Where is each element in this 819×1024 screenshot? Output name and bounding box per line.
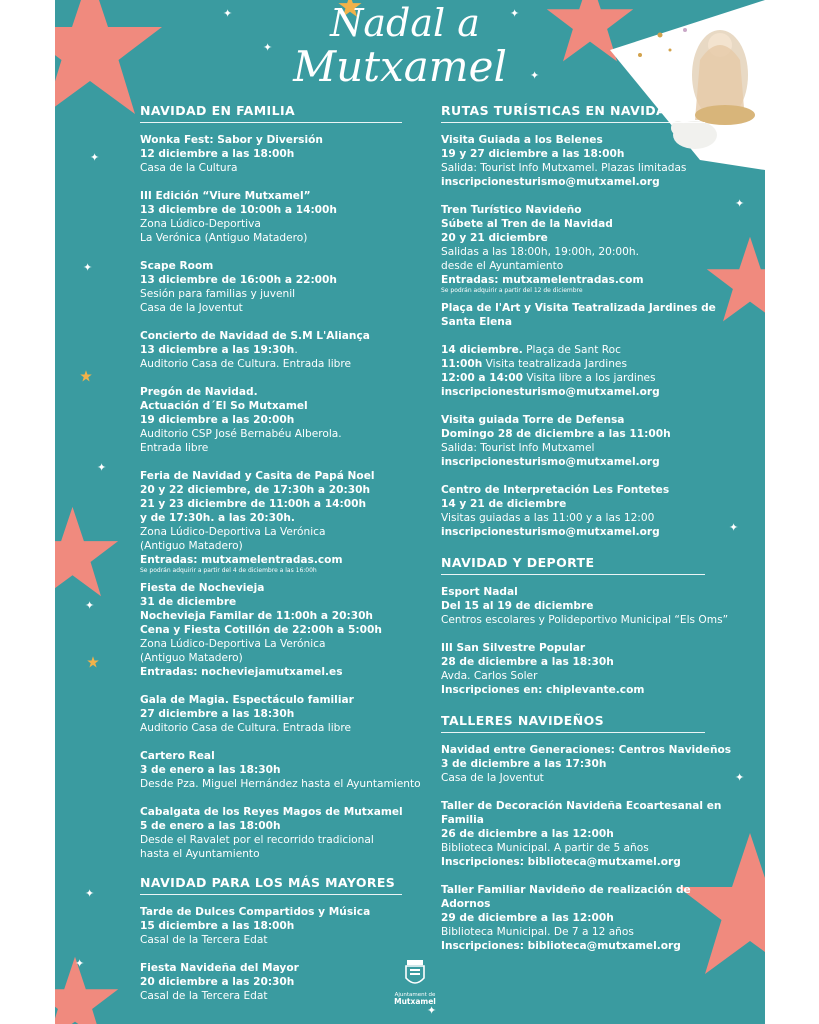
- event-date: Domingo 28 de diciembre a las 11:00h: [441, 428, 671, 440]
- event-date: 14 y 21 de diciembre: [441, 498, 567, 510]
- event-name: Visita Guiada a los Belenes: [441, 134, 603, 146]
- event-date: 13 diciembre de 10:00h a 14:00h: [140, 204, 337, 216]
- section-heading-rutas: RUTAS TURÍSTICAS EN NAVIDAD: [441, 103, 705, 123]
- event-name: Navidad entre Generaciones: Centros Navideños: [441, 744, 732, 756]
- event-detail: Entrada libre: [140, 442, 209, 454]
- event-name: Centro de Interpretación Les Fontetes: [441, 484, 670, 496]
- event-detail: Auditorio Casa de Cultura. Entrada libre: [140, 358, 352, 370]
- event-tickets: Entradas: mutxamelentradas.com: [140, 554, 343, 566]
- event-name-line-2: Familia: [441, 814, 484, 826]
- event-location: Plaça de Sant Roc: [522, 344, 621, 356]
- event-date: 19 diciembre a las 20:00h: [140, 414, 295, 426]
- event-name: Fiesta de Nochevieja: [140, 582, 265, 594]
- event-note: Se podrán adquirir a partir del 12 de diciembre: [441, 287, 583, 294]
- event-detail: Desde el Ravalet por el recorrido tradicional: [140, 834, 374, 846]
- event-item: [441, 743, 741, 785]
- event-detail: Casa de la Cultura: [140, 162, 238, 174]
- event-item: [140, 469, 440, 574]
- event-name-line-2: Actuación d´El So Mutxamel: [140, 400, 308, 412]
- event-name: Wonka Fest: Sabor y Diversión: [140, 134, 323, 146]
- event-detail: (Antiguo Matadero): [140, 652, 243, 664]
- coat-of-arms-icon: [403, 958, 427, 988]
- event-name: Esport Nadal: [441, 586, 518, 598]
- event-registration: Inscripciones: biblioteca@mutxamel.org: [441, 856, 681, 868]
- sparkle-decoration: ✦: [735, 771, 745, 784]
- coral-star-bottom-left: [55, 955, 120, 1024]
- event-name: Fiesta Navideña del Mayor: [140, 962, 299, 974]
- logo-line-1: Ajuntament de: [394, 992, 436, 998]
- event-item: [441, 301, 741, 399]
- event-time: 11:00h: [441, 358, 483, 370]
- sparkle-decoration: ✦: [85, 887, 95, 900]
- event-date: 13 diciembre a las 19:30h: [140, 344, 295, 356]
- event-detail: Centros escolares y Polideportivo Municipal “Els Oms”: [441, 614, 729, 626]
- event-detail: Casal de la Tercera Edat: [140, 990, 268, 1002]
- event-date: 28 de diciembre a las 18:30h: [441, 656, 614, 668]
- event-name-line-2: Santa Elena: [441, 316, 512, 328]
- event-registration: Inscripciones: biblioteca@mutxamel.org: [441, 940, 681, 952]
- sparkle-decoration: ✦: [735, 197, 745, 210]
- event-name-line-2: Súbete al Tren de la Navidad: [441, 218, 613, 230]
- event-name: Tren Turístico Navideño: [441, 204, 582, 216]
- event-detail: Avda. Carlos Soler: [441, 670, 538, 682]
- sparkle-decoration: ✦: [75, 957, 85, 970]
- event-email: inscripcionesturismo@mutxamel.org: [441, 386, 660, 398]
- event-item: [441, 203, 741, 294]
- event-email: inscripcionesturismo@mutxamel.org: [441, 456, 660, 468]
- event-detail: Casa de la Joventut: [140, 302, 243, 314]
- event-time-detail: Visita libre a los jardines: [522, 372, 656, 384]
- event-time: 12:00 a 14:00: [441, 372, 523, 384]
- event-item: [140, 805, 440, 861]
- event-item: [140, 189, 440, 245]
- event-item: [441, 585, 741, 627]
- coral-star-top-left: [55, 0, 165, 120]
- event-subevent-name: Cena y Fiesta Cotillón: [140, 624, 271, 636]
- event-item: [441, 413, 741, 469]
- event-date: 13 diciembre de 16:00h a 22:00h: [140, 274, 337, 286]
- event-date: 26 de diciembre a las 12:00h: [441, 828, 614, 840]
- event-item: [441, 641, 741, 697]
- event-item: [140, 749, 440, 791]
- event-date: 20 y 21 diciembre: [441, 232, 548, 244]
- event-name: Plaça de l'Art y Visita Teatralizada Jardines de: [441, 302, 716, 314]
- event-registration: Inscripciones en: chiplevante.com: [441, 684, 645, 696]
- event-name: Feria de Navidad y Casita de Papá Noel: [140, 470, 375, 482]
- event-detail: Desde Pza. Miguel Hernández hasta el Ayuntamiento: [140, 778, 421, 790]
- title-line-1: Nadal a: [330, 1, 480, 45]
- event-name: Taller Familiar Navideño de realización de: [441, 884, 691, 896]
- event-time-detail: Visita teatralizada Jardines: [482, 358, 627, 370]
- event-item: [140, 581, 440, 679]
- event-tickets: Entradas: nocheviejamutxamel.es: [140, 666, 343, 678]
- gold-star-small-left-2: [87, 656, 99, 668]
- event-detail: Auditorio Casa de Cultura. Entrada libre: [140, 722, 352, 734]
- section-heading-deporte: NAVIDAD Y DEPORTE: [441, 555, 705, 575]
- event-detail: Casal de la Tercera Edat: [140, 934, 268, 946]
- event-name: III San Silvestre Popular: [441, 642, 586, 654]
- ayuntamiento-logo: [385, 958, 445, 1006]
- event-name: Tarde de Dulces Compartidos y Música: [140, 906, 371, 918]
- coral-star-left-middle: [55, 505, 120, 600]
- event-date: 29 de diciembre a las 12:00h: [441, 912, 614, 924]
- event-detail: (Antiguo Matadero): [140, 540, 243, 552]
- event-note: Se podrán adquirir a partir del 4 de diciembre a las 16:00h: [140, 567, 317, 574]
- event-date: 27 diciembre a las 18:30h: [140, 708, 295, 720]
- event-detail: Visitas guiadas a las 11:00 y a las 12:00: [441, 512, 655, 524]
- poster: [55, 0, 765, 1024]
- sparkle-decoration: ✦: [223, 7, 233, 20]
- event-item: [140, 329, 440, 371]
- event-date: 14 diciembre.: [441, 344, 523, 356]
- event-subevent-name: Nochevieja Familar: [140, 610, 254, 622]
- event-detail: Zona Lúdico-Deportiva La Verónica: [140, 526, 326, 538]
- event-date: 20 y 22 diciembre, de 17:30h a 20:30h: [140, 484, 371, 496]
- sparkle-decoration: ✦: [97, 461, 107, 474]
- section-heading-familia: NAVIDAD EN FAMILIA: [140, 103, 402, 123]
- event-date: 3 de diciembre a las 17:30h: [441, 758, 607, 770]
- event-name: Pregón de Navidad.: [140, 386, 258, 398]
- event-item: [140, 905, 440, 947]
- sparkle-decoration: ✦: [85, 599, 95, 612]
- event-detail: Zona Lúdico-Deportiva: [140, 218, 261, 230]
- event-name: Scape Room: [140, 260, 214, 272]
- event-email: inscripcionesturismo@mutxamel.org: [441, 176, 660, 188]
- event-name: Visita guiada Torre de Defensa: [441, 414, 625, 426]
- sparkle-decoration: ✦: [83, 261, 93, 274]
- event-date-2: 21 y 23 diciembre de 11:00h a 14:00h: [140, 498, 366, 510]
- event-name: Taller de Decoración Navideña Ecoartesanal en: [441, 800, 722, 812]
- event-detail: Auditorio CSP José Bernabéu Alberola.: [140, 428, 342, 440]
- event-detail: Biblioteca Municipal. De 7 a 12 años: [441, 926, 634, 938]
- event-detail: Salidas a las 18:00h, 19:00h, 20:00h.: [441, 246, 639, 258]
- event-item: [140, 385, 440, 455]
- event-date-3: y de 17:30h. a las 20:30h.: [140, 512, 295, 524]
- event-date: 15 diciembre a las 18:00h: [140, 920, 295, 932]
- section-heading-mayores: NAVIDAD PARA LOS MÁS MAYORES: [140, 875, 402, 895]
- event-date: 3 de enero a las 18:30h: [140, 764, 281, 776]
- event-date: 19 y 27 diciembre a las 18:00h: [441, 148, 625, 160]
- event-item: [140, 259, 440, 315]
- sparkle-decoration: ✦: [427, 1004, 437, 1017]
- event-date: 12 diciembre a las 18:00h: [140, 148, 295, 160]
- event-detail: La Verónica (Antiguo Matadero): [140, 232, 308, 244]
- event-item: [441, 883, 741, 953]
- section-heading-talleres: TALLERES NAVIDEÑOS: [441, 713, 705, 733]
- event-date: 20 diciembre a las 20:30h: [140, 976, 295, 988]
- event-name-line-2: Adornos: [441, 898, 491, 910]
- sparkle-decoration: ✦: [510, 7, 520, 20]
- event-name: Gala de Magia. Espectáculo familiar: [140, 694, 354, 706]
- event-name: Concierto de Navidad de S.M L'Aliança: [140, 330, 370, 342]
- event-date: 5 de enero a las 18:00h: [140, 820, 281, 832]
- event-detail: Zona Lúdico-Deportiva La Verónica: [140, 638, 326, 650]
- logo-line-2: Mutxamel: [394, 997, 436, 1006]
- sparkle-decoration: ✦: [729, 521, 739, 534]
- event-item: [441, 133, 741, 189]
- title-line-2: Mutxamel: [293, 42, 507, 91]
- event-detail: Biblioteca Municipal. A partir de 5 años: [441, 842, 649, 854]
- sparkle-decoration: ✦: [530, 69, 540, 82]
- event-item: [140, 693, 440, 735]
- event-detail: Salida: Tourist Info Mutxamel: [441, 442, 595, 454]
- event-date-suffix: .: [294, 344, 298, 356]
- event-detail: Sesión para familias y juvenil: [140, 288, 296, 300]
- sparkle-decoration: ✦: [263, 41, 273, 54]
- sparkle-decoration: ✦: [90, 151, 100, 164]
- event-detail: Salida: Tourist Info Mutxamel. Plazas limitadas: [441, 162, 687, 174]
- event-name: Cabalgata de los Reyes Magos de Mutxamel: [140, 806, 403, 818]
- event-detail: hasta el Ayuntamiento: [140, 848, 260, 860]
- event-item: [441, 483, 741, 539]
- event-email: inscripcionesturismo@mutxamel.org: [441, 526, 660, 538]
- gold-star-small-left: [80, 370, 92, 382]
- event-detail: desde el Ayuntamiento: [441, 260, 564, 272]
- event-subevent-time: de 11:00h a 20:30h: [253, 610, 373, 622]
- event-date: Del 15 al 19 de diciembre: [441, 600, 594, 612]
- event-item: [441, 799, 741, 869]
- event-name: III Edición “Viure Mutxamel”: [140, 190, 311, 202]
- event-subevent-time: de 22:00h a 5:00h: [270, 624, 382, 636]
- event-item: [140, 133, 440, 175]
- event-tickets: Entradas: mutxamelentradas.com: [441, 274, 644, 286]
- event-name: Cartero Real: [140, 750, 215, 762]
- event-detail: Casa de la Joventut: [441, 772, 544, 784]
- event-date: 31 de diciembre: [140, 596, 237, 608]
